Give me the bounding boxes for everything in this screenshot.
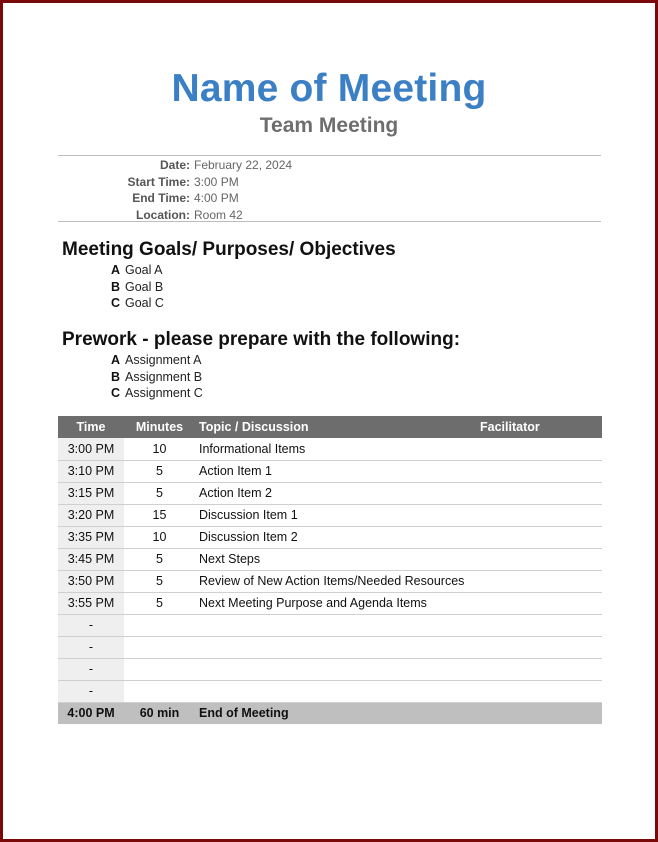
agenda-header-row bbox=[58, 416, 602, 438]
row-facilitator bbox=[476, 460, 602, 482]
row-topic bbox=[195, 658, 476, 680]
row-facilitator bbox=[476, 570, 602, 592]
end-time: 4:00 PM bbox=[58, 702, 124, 724]
table-row bbox=[58, 570, 602, 592]
table-row bbox=[58, 482, 602, 504]
list-letter: B bbox=[111, 279, 121, 294]
row-topic: Next Meeting Purpose and Agenda Items bbox=[195, 592, 476, 614]
list-item bbox=[111, 262, 164, 279]
row-time: 3:20 PM bbox=[58, 504, 124, 526]
row-minutes: 5 bbox=[124, 570, 195, 592]
meeting-subtitle: Team Meeting bbox=[259, 114, 399, 137]
end-topic: End of Meeting bbox=[195, 702, 476, 724]
list-text: Goal A bbox=[125, 263, 163, 277]
info-value: Room 42 bbox=[194, 207, 243, 222]
goals-heading: Meeting Goals/ Purposes/ Objectives bbox=[62, 239, 396, 260]
table-row bbox=[58, 614, 602, 636]
table-row bbox=[58, 636, 602, 658]
info-row-end-time bbox=[58, 190, 601, 207]
table-row bbox=[58, 526, 602, 548]
table-row bbox=[58, 460, 602, 482]
row-time: 3:55 PM bbox=[58, 592, 124, 614]
list-text: Assignment B bbox=[125, 369, 203, 384]
row-minutes: 10 bbox=[124, 438, 195, 460]
row-minutes: 10 bbox=[124, 526, 195, 548]
row-topic: Informational Items bbox=[195, 438, 476, 460]
end-facilitator bbox=[476, 702, 602, 724]
row-topic: Discussion Item 2 bbox=[195, 526, 476, 548]
row-minutes bbox=[124, 680, 195, 702]
info-row-location bbox=[58, 207, 601, 224]
list-item bbox=[111, 279, 164, 296]
row-time: - bbox=[58, 658, 124, 680]
column-header-minutes: Minutes bbox=[124, 416, 195, 438]
row-topic: Review of New Action Items/Needed Resources bbox=[195, 570, 476, 592]
row-facilitator bbox=[476, 658, 602, 680]
info-label: Location: bbox=[136, 207, 190, 222]
list-letter: C bbox=[111, 386, 121, 400]
agenda-table bbox=[58, 416, 602, 724]
list-letter: C bbox=[111, 296, 121, 310]
list-item bbox=[111, 352, 203, 369]
row-facilitator bbox=[476, 614, 602, 636]
meeting-info bbox=[58, 155, 601, 222]
list-letter: A bbox=[111, 353, 121, 367]
list-text: Assignment C bbox=[125, 386, 203, 400]
info-value: 4:00 PM bbox=[194, 191, 239, 205]
row-facilitator bbox=[476, 482, 602, 504]
table-row bbox=[58, 504, 602, 526]
list-text: Assignment A bbox=[125, 353, 202, 367]
row-minutes: 5 bbox=[124, 482, 195, 504]
column-header-facilitator: Facilitator bbox=[476, 416, 602, 438]
row-topic: Action Item 2 bbox=[195, 482, 476, 504]
row-topic: Next Steps bbox=[195, 548, 476, 570]
list-text: Goal C bbox=[125, 296, 164, 310]
row-facilitator bbox=[476, 504, 602, 526]
row-topic: Action Item 1 bbox=[195, 460, 476, 482]
info-label: Start Time: bbox=[127, 174, 190, 189]
row-facilitator bbox=[476, 548, 602, 570]
row-topic: Discussion Item 1 bbox=[195, 504, 476, 526]
table-row bbox=[58, 548, 602, 570]
table-row bbox=[58, 680, 602, 702]
row-minutes: 5 bbox=[124, 592, 195, 614]
info-value: February 22, 2024 bbox=[194, 158, 293, 172]
list-item bbox=[111, 369, 203, 386]
row-time: 3:35 PM bbox=[58, 526, 124, 548]
row-time: 3:10 PM bbox=[58, 460, 124, 482]
row-facilitator bbox=[476, 592, 602, 614]
row-facilitator bbox=[476, 680, 602, 702]
row-time: - bbox=[58, 680, 124, 702]
row-time: - bbox=[58, 636, 124, 658]
row-minutes: 5 bbox=[124, 460, 195, 482]
list-item bbox=[111, 295, 164, 312]
info-row-start-time bbox=[58, 174, 601, 191]
row-topic bbox=[195, 680, 476, 702]
info-value: 3:00 PM bbox=[194, 174, 239, 189]
prework-list bbox=[111, 352, 203, 402]
row-facilitator bbox=[476, 438, 602, 460]
row-time: 3:50 PM bbox=[58, 570, 124, 592]
goals-list bbox=[111, 262, 164, 312]
row-time: 3:45 PM bbox=[58, 548, 124, 570]
row-topic bbox=[195, 614, 476, 636]
row-time: 3:15 PM bbox=[58, 482, 124, 504]
row-facilitator bbox=[476, 526, 602, 548]
list-item bbox=[111, 385, 203, 402]
info-label: Date: bbox=[159, 158, 190, 172]
info-row-date bbox=[58, 157, 601, 174]
row-minutes: 15 bbox=[124, 504, 195, 526]
end-of-meeting-row bbox=[58, 702, 602, 724]
list-text: Goal B bbox=[125, 279, 164, 294]
meeting-title: Name of Meeting bbox=[171, 67, 487, 110]
row-time: - bbox=[58, 614, 124, 636]
row-minutes: 5 bbox=[124, 548, 195, 570]
row-minutes bbox=[124, 636, 195, 658]
prework-heading: Prework - please prepare with the following: bbox=[62, 329, 461, 350]
column-header-topic: Topic / Discussion bbox=[195, 416, 476, 438]
row-minutes bbox=[124, 658, 195, 680]
row-topic bbox=[195, 636, 476, 658]
row-minutes bbox=[124, 614, 195, 636]
list-letter: A bbox=[111, 263, 121, 277]
table-row bbox=[58, 592, 602, 614]
column-header-time: Time bbox=[58, 416, 124, 438]
info-label: End Time: bbox=[132, 191, 190, 205]
end-total-minutes: 60 min bbox=[124, 702, 195, 724]
list-letter: B bbox=[111, 369, 121, 384]
row-time: 3:00 PM bbox=[58, 438, 124, 460]
table-row bbox=[58, 438, 602, 460]
row-facilitator bbox=[476, 636, 602, 658]
table-row bbox=[58, 658, 602, 680]
